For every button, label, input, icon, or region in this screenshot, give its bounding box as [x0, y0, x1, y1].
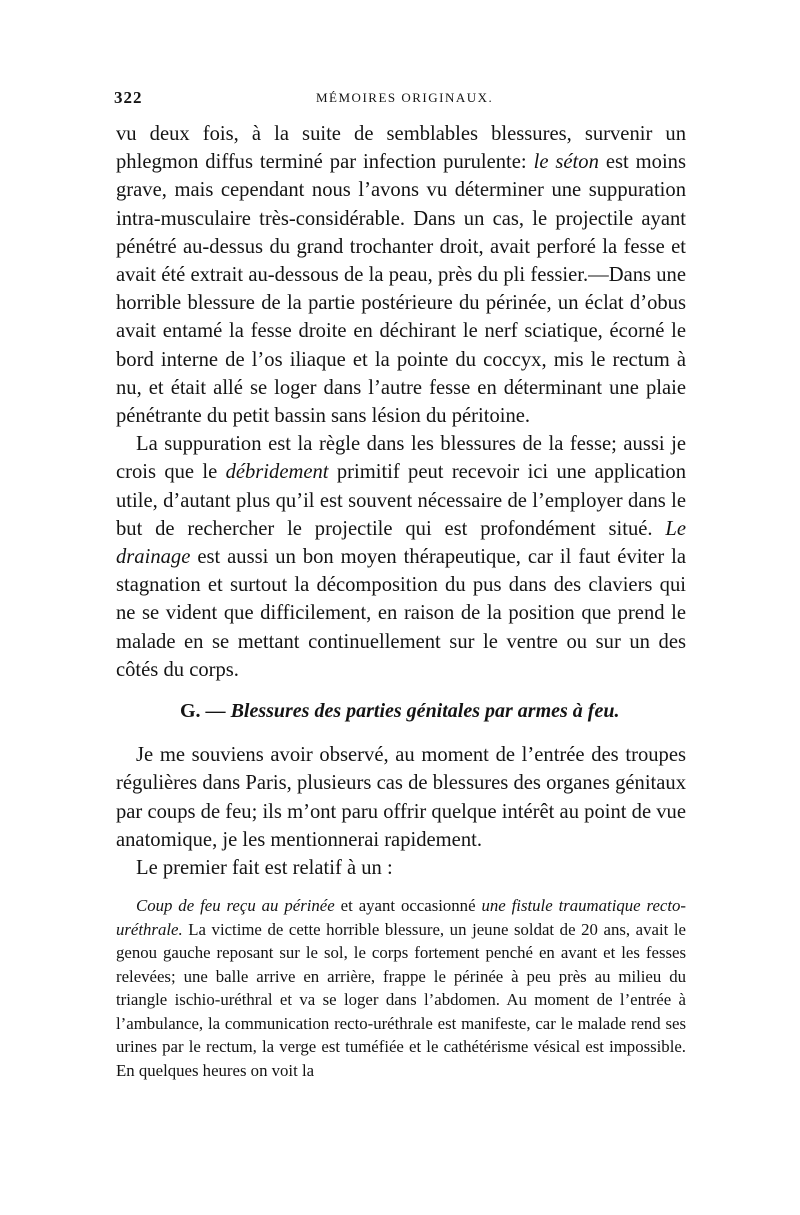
paragraph-5: Coup de feu reçu au périnée et ayant occasionné une fistule traumatique recto-uréthrale. La victime de cette horrible blessure, un jeune soldat de 20 ans, avait le genou gauche reposant sur le sol, le corps fortement penché en avant et les fesses relevées; une balle arrive en arrière, frappe le périnée à peu près au milieu du triangle ischio-uréthral et va se loger dans l’abdomen. Au moment de l’entrée à l’ambulance, la communication recto-uréthrale est manifeste, car le malade rend ses urines par le rectum, la verge est tuméfiée et le cathétérisme vésical est impossible. En quelques heures on voit la	[116, 896, 686, 1080]
case-report	[116, 894, 686, 1082]
paragraph-4: Le premier fait est relatif à un :	[136, 857, 393, 880]
document-page	[116, 88, 686, 1082]
paragraph-2: La suppuration est la règle dans les blessures de la fesse; aussi je crois que le débridement primitif peut recevoir ici une application utile, d’autant plus qu’il est souvent nécessaire de l’employer dans le but de rechercher le projectile qui est profondément situé. Le drainage est aussi un bon moyen thérapeutique, car il faut éviter la stagnation et surtout la décomposition du pus dans des claviers qui ne se vident que difficilement, en raison de la position que prend le malade en se mettant continuellement sur le ventre ou sur un des côtés du corps.	[116, 433, 687, 681]
paragraph-3: Je me souviens avoir observé, au moment de l’entrée des troupes régulières dans Paris, plusieurs cas de blessures des organes génitaux par coups de feu; ils m’ont paru offrir quelque intérêt au point de vue anatomique, je les mentionnerai rapidement.	[116, 744, 686, 851]
page-number: 322	[114, 88, 143, 107]
running-title: MÉMOIRES ORIGINAUX.	[316, 90, 494, 105]
section-heading-g: G. — Blessures des parties génitales par armes à feu.	[180, 700, 620, 723]
body-text	[116, 120, 686, 882]
paragraph-1: vu deux fois, à la suite de semblables blessures, survenir un phlegmon diffus terminé par infection purulente: le séton est moins grave, mais cependant nous l’avons vu déterminer une suppuration intra-musculaire très-considérable. Dans un cas, le projectile ayant pénétré au-dessus du grand trochanter droit, avait perforé la fesse et avait été extrait au-dessous de la peau, près du pli fessier.—Dans une horrible blessure de la partie postérieure du périnée, un éclat d’obus avait entamé la fesse droite en déchirant le nerf sciatique, écorné le bord interne de l’os iliaque et la pointe du coccyx, mis le rectum à nu, et était allé se loger dans l’autre fesse en déterminant une plaie pénétrante du petit bassin sans lésion du péritoine.	[116, 123, 686, 428]
running-header	[116, 88, 686, 114]
